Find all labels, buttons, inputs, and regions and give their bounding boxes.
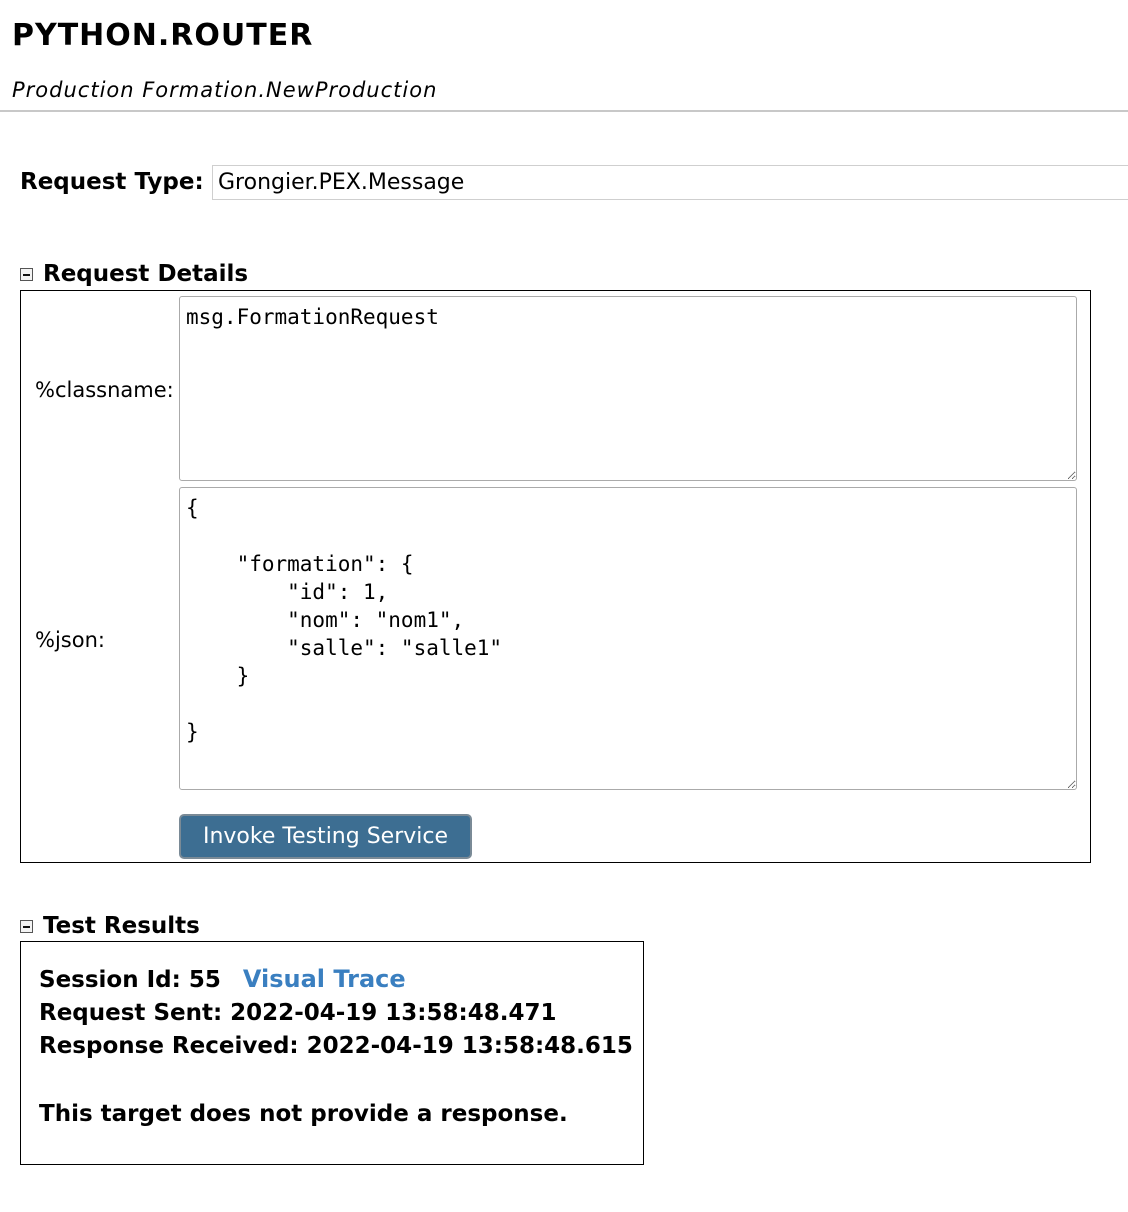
response-received: Response Received: 2022-04-19 13:58:48.615 xyxy=(39,1033,633,1059)
session-id: Session Id: 55 xyxy=(39,967,221,993)
json-textarea[interactable] xyxy=(179,487,1077,790)
test-results-title: Test Results xyxy=(43,913,200,939)
app-title: PYTHON.ROUTER xyxy=(12,18,314,53)
invoke-testing-service-button[interactable]: Invoke Testing Service xyxy=(179,814,472,859)
request-details-title: Request Details xyxy=(43,261,249,287)
visual-trace-link[interactable]: Visual Trace xyxy=(242,965,406,993)
page-header xyxy=(0,0,1128,112)
collapse-icon[interactable] xyxy=(20,920,33,933)
test-results-header xyxy=(20,911,200,941)
collapse-icon[interactable] xyxy=(20,268,33,281)
json-label: %json: xyxy=(35,628,105,652)
classname-label: %classname: xyxy=(35,378,174,402)
test-results-panel xyxy=(20,941,644,1165)
session-line xyxy=(39,963,406,996)
production-subtitle: Production Formation.NewProduction xyxy=(12,78,438,102)
request-details-header xyxy=(20,259,248,289)
request-type-label: Request Type: xyxy=(20,169,204,195)
request-sent: Request Sent: 2022-04-19 13:58:48.471 xyxy=(39,1000,557,1026)
request-details-panel xyxy=(20,290,1091,863)
request-type-input[interactable] xyxy=(212,165,1128,200)
classname-textarea[interactable] xyxy=(179,296,1077,481)
no-response-message: This target does not provide a response. xyxy=(39,1101,568,1127)
